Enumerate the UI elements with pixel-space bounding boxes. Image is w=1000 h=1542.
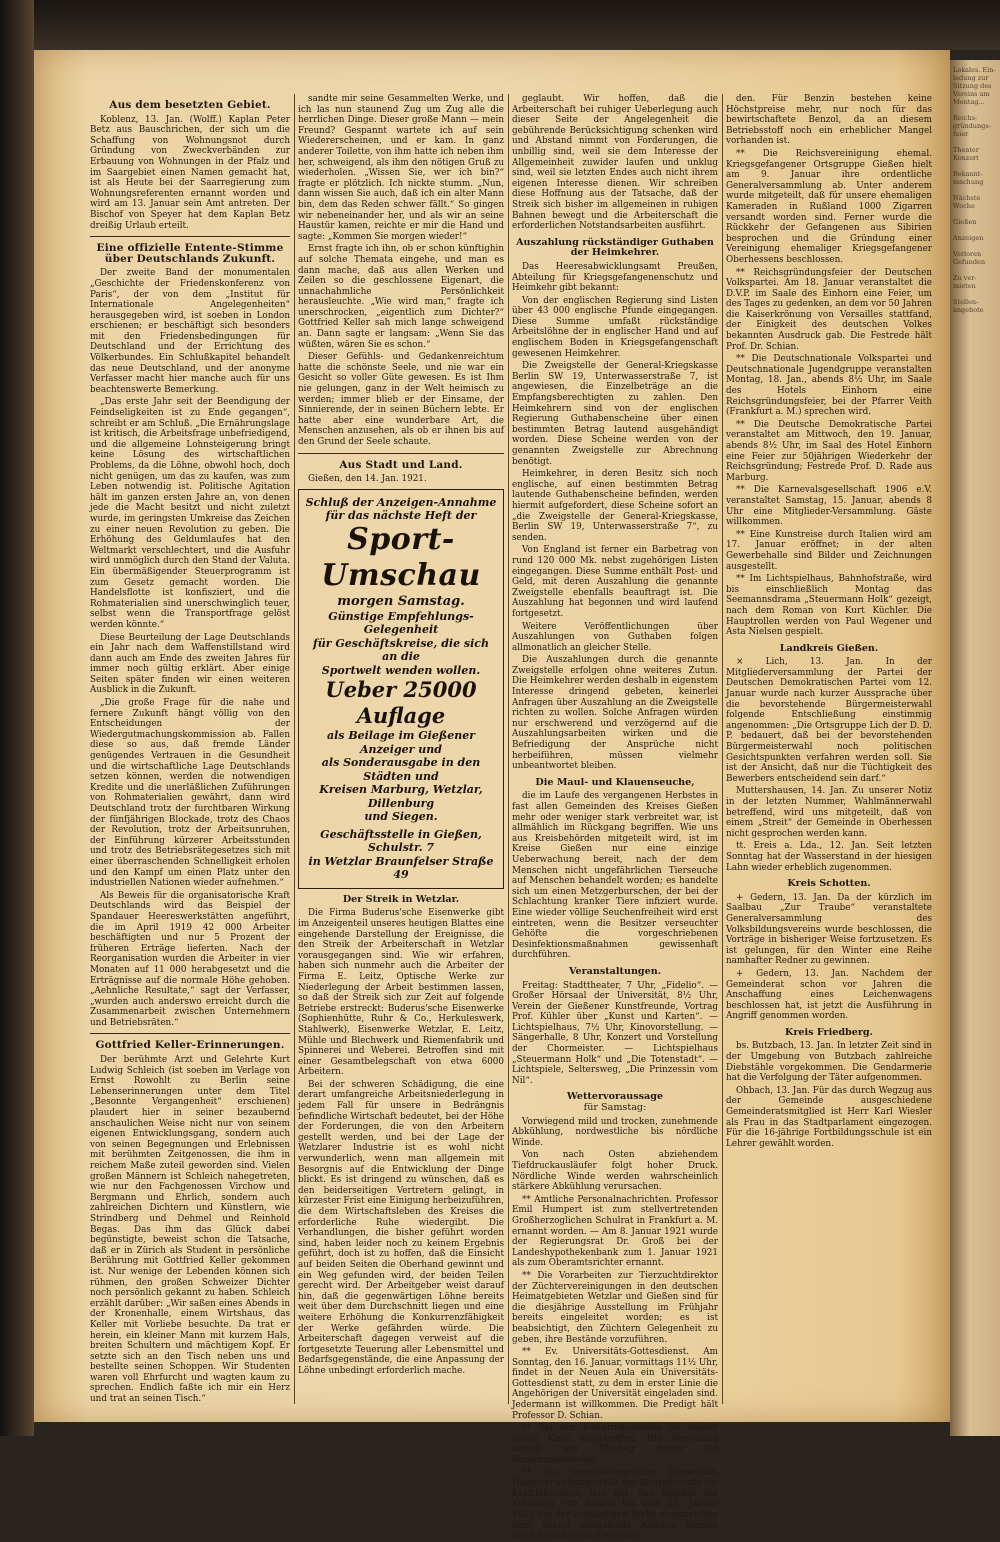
article-text: ** Die Deutsche Demokratische Partei veranstaltet am Mittwoch, den 19. Januar, abends 8½ Uhr, im Saal des Hotel Einhorn eine Feier zur 50jährigen Wiederkehr der Reichsgründung; Festrede Prof. D. Rade aus Marburg. [726,419,932,483]
ad-address: in Wetzlar Braunfelser Straße 49 [308,854,494,882]
headline-entente-stimme: Eine offizielle Entente-Stimme über Deutschlands Zukunft. [96,242,284,265]
article-text: geglaubt. Wir hoffen, daß die Arbeiterschaft bei ruhiger Ueberlegung auch dieser Seite der Angelegenheit die gebührende Berücksichtigung schenken wird und Abstand nimmt von Forderungen, die unbillig sind, weil sie dem Interesse der Allgemeinheit zuwider laufen und unklug sind, weil sie letzten Endes auch nicht ihrem eigenen Interesse dienen. Wir schreiben diese Hoffnung aus der Tatsache, daß der Streik sich bisher im allgemeinen in ruhigen Bahnen bewegt und die Arbeiterschaft die erforderlichen Notstandsarbeiten ausführt. [512,94,718,232]
article-text: Bei der schweren Schädigung, die eine derart umfangreiche Arbeitsniederlegung in jedem Fall für unsere in Bedrängnis befindliche Wirtschaft bedeutet, bei der Höhe der Forderungen, die von den Arbeitern gestellt werden, und bei der Lage der Wetzlarer Industrie ist es wohl nicht verwunderlich, wenn man allgemein mit Besorgnis auf die Entwicklung der Dinge blickt. Es ist dringend zu wünschen, daß es den beiderseitigen Vertretern gelingt, in kürzester Frist eine Einigung herbeizuführen, die dem Wirtschaftsleben des Kreises die erforderliche Ruhe wiedergibt. Die Verhandlungen, die bisher geführt worden sind, haben leider noch zu keinem Ergebnis geführt, doch ist zu hoffen, daß die Einsicht auf beiden Seiten die Oberhand gewinnt und ein Weg gefunden wird, der beiden Teilen gerecht wird. Der Arbeitgeber weist darauf hin, daß die gegenwärtigen Löhne bereits weit über dem Durchschnitt liegen und eine weitere Erhöhung die Konkurrenzfähigkeit der Werke gefährden würde. Die Arbeiterschaft dagegen verweist auf die fortgesetzte Teuerung aller Lebensmittel und Bedarfsgegenstände, die eine Anpassung der Löhne unbedingt erforderlich mache. [298,1079,504,1376]
headline-veranstaltungen: Veranstaltungen. [568,965,662,977]
ad-line: Schluß der Anzeigen-Annahme [305,495,497,509]
article-text: „Das erste Jahr seit der Beendigung der Feindseligkeiten ist zu Ende gegangen“, schreibt er am Schluß. „Die Ernährungslage ist kritisch, die Arbeitsfrage unbefriedigend, und die allgemeine Lohnsteigerung bringt keine Lösung des wirtschaftlichen Problems, da die Löhne, obwohl hoch, doch nicht genügen, um das zu kaufen, was zum Leben notwendig ist. Politische Agitation hält im ganzen ersten Jahre an, von denen jede die Macht besitzt und nicht zuletzt wurde, im geringsten Umkreise das Zeichen zu einer neuen Revolution zu geben. Die Erhöhung des Geldumlaufes hat den Weltmarkt verschlechtert, und die Ausfuhr wird unmöglich durch den Stand der Valuta. Ein übermäßigender Steuerprogramm ist zum Gesetz gemacht worden. Die Handelsflotte ist konfisziert, und die Rohmaterialien sind unerschwinglich teuer, selbst wenn die Transportfrage gelöst werden könnte.“ [90,397,290,630]
article-text: ** Die Karnevalsgesellschaft 1906 e.V. veranstaltet Samstag, 15. Januar, abends 8 Uhr eine Mitglieder-Versammlung. Gäste willkommen. [726,485,932,528]
article-text: ** Die Vorarbeiten zur Tierzuchtdirektor der Züchtervereinigungen in den deutschen Heimatgebieten Wetzlar und Gießen sind für die diesjährige Ausstellung im Frühjahr bereits eingeleitet worden; es ist beabsichtigt, den Züchtern Gelegenheit zu geben, ihre Bestände vorzuführen. [512,1270,718,1345]
article-text: ** Bei der Futtermittelstelle ist wieder etwas Kleie eingetroffen. Die Verteilung erfolgt am Montag durch die Bürgermeistereien. [512,1423,718,1466]
column-3 [512,94,718,1542]
article-text: den. Für Benzin bestehen keine Höchstpreise mehr, nur noch für das bewirtschaftete Benzol, da an diesem Betriebsstoff noch ein erheblicher Mangel vorhanden ist. [726,94,932,147]
ad-line: für Geschäftskreise, die sich an die [313,636,489,664]
headline-streik-wetzlar: Der Streik in Wetzlar. [342,893,460,905]
article-text: ** Eine Kunstreise durch Italien wird am 17. Januar eröffnet; in der alten Gewerbehalle sind Bilder und Zeichnungen ausgestellt. [726,529,932,572]
article-text: Der berühmte Arzt und Gelehrte Kurt Ludwig Schleich (ist soeben im Verlage von Ernst Rowohlt zu Berlin seine Lebenserinnerungen unter dem Titel „Besonnte Vergangenheit“ erschienen) plaudert hier in seiner bezaubernd anschaulichen Weise nicht nur von seinem eigenen Entwicklungsgang, sondern auch von seinen Begegnungen und Erlebnissen mit berühmten Zeitgenossen, die ihm in reichem Maße zuteil geworden sind. Vielen großen Männern ist Schleich nahegetreten, wie nur den Fachgenossen Virchow und Bergmann und Ehrlich, sondern auch zahlreichen Dichtern und Künstlern, wie Strindberg und Dehmel und Reinhold Begas. Das ihm das Glück dabei begünstigte, beweist schon die Tatsache, daß er in Zürich als Student in persönliche Berührung mit Gottfried Keller gekommen ist. Nur wenige der Lebenden können sich rühmen, den großen Schweizer Dichter noch persönlich gekannt zu haben. Schleich erzählt darüber: „Wir saßen eines Abends in der Kronenhalle, einem Wirtshaus, das Keller mit Vorliebe besuchte. Da trat er herein, ein kleiner Mann mit kurzem Hals, breiten Schultern und mächtigem Kopf. Er setzte sich an den Tisch neben uns und bestellte seinen Schoppen. Wir Studenten waren voll Ehrfurcht und wagten kaum zu sprechen. Endlich faßte ich mir ein Herz und trat an seinen Tisch.“ [90,1055,290,1405]
dateline: Gießen, den 14. Jan. 1921. [308,474,427,485]
article-text: ** Die Gewerbeinspektion Darmstadt. Hauptverwaltungsstelle der Betriebsstoffe für Kraftfahrzeuge, teilt mit, daß Anträge auf Zuteilung von Benzin bis zum 22. Januar 1921 bei der zuständigen Stelle einzureichen sind; später eingehende Anträge können nicht berücksichtigt werden. [512,1467,718,1542]
headline-stadt-und-land: Aus Stadt und Land. [339,458,463,471]
article-text: tt. Ereis a. Lda., 12. Jan. Seit letzten Sonntag hat der Wasserstand in der hiesigen Lahn wieder erheblich zugenommen. [726,841,932,873]
article-text: × Lich, 13. Jan. In der Mitgliederversammlung der Partei der Deutschen Demokratischen Partei vom 12. Januar wurde nach kurzer Aussprache über die bevorstehende Bürgermeisterwahl folgende Entschließung einstimmig angenommen: „Die Ortsgruppe Lich der D. D. P. bedauert, daß bei der bevorstehenden Bürgermeisterwahl noch politischen Gesichtspunkten verfahren werden soll. Sie ist der Ansicht, daß nur die Tüchtigkeit des Bewerbers entscheidend sein darf.“ [726,657,932,784]
column-separator [722,94,723,1404]
article-text: Von der englischen Regierung sind Listen über 43 000 englische Pfunde eingegangen. Diese Summe umfaßt rückständige Arbeitslöhne der in englischer Hand und auf englischem Boden in Kriegsgefangenschaft gewesenen Heimkehrer. [512,295,718,359]
article-text: Vorwiegend mild und trocken, zunehmende Abkühlung, nordwestliche bis nördliche Winde. [512,1116,718,1148]
ad-line: morgen Samstag. [337,593,465,609]
article-text: Als Beweis für die organisatorische Kraft Deutschlands wird das Beispiel der Spandauer Heereswerkstätten angeführt, die im April 1919 42 000 Arbeiter beschäftigten und nur 5 Prozent der früheren Erträge lieferten. Nach der Reorganisation wurden die Arbeiter in vier Monaten auf 11 000 herabgesetzt und die Erträgnisse auf die normale Höhe gehoben. „Aehnliche Resultate,“ sagt der Verfasser, „wurden auch anderswo erreicht durch die Zusammenarbeit zwischen Unternehmern und Betriebsräten.“ [90,890,290,1028]
article-text: ** Ev. Universitäts-Gottesdienst. Am Sonntag, den 16. Januar, vormittags 11½ Uhr, findet in der Neuen Aula ein Universitäts-Gottesdienst statt, zu dem in erster Linie die Angehörigen der Universität eingeladen sind. Jedermann ist willkommen. Die Predigt hält Professor D. Schian. [512,1347,718,1421]
headline-kreis-friedberg: Kreis Friedberg. [785,1026,873,1038]
headline-besetztes-gebiet: Aus dem besetzten Gebiet. [109,99,271,111]
article-text: Weitere Veröffentlichungen über Auszahlungen von Guthaben folgen allmonatlich an gleicher Stelle. [512,621,718,653]
ad-title: Sport-Umschau [321,521,481,593]
article-text: ** Amtliche Personalnachrichten. Professor Emil Humpert ist zum stellvertretenden Großherzoglichen Schulrat in Frankfurt a. M. ernannt worden. — Am 8. Januar 1921 wurde der Regierungsrat Dr. Groß bei der Landeshypothekenbank zum 1. Januar 1921 als zum Oberamtsrichter ernannt. [512,1194,718,1269]
article-text: Dieser Gefühls- und Gedankenreichtum hatte die schönste Seele, und nie war ein Gesicht so voller Güte gewesen. Es ist Ihm nie gelungen, ganz in der Welt heimisch zu werden; immer blieb er der Einsame, der Sinnierende, der in seinen Büchern lebte. Er hatte aber eine wunderbare Art, die Menschen anzusehen, als ob er ihnen bis auf den Grund der Seele schaute. [298,352,504,447]
ad-line: und Siegen. [364,810,438,824]
column-separator [294,94,295,1404]
article-text: Freitag: Stadttheater, 7 Uhr, „Fidelio“. — Großer Hörsaal der Universität, 8½ Uhr, Verein der Gießener Kunstfreunde, Vortrag Prof. Kühler über „Kunst und Karten“. — Lichtspielhaus, 7½ Uhr, Kinovorstellung. — Sängerhalle, 8 Uhr, Konzert und Vorstellung der Chormeister. — Lichtspielhaus „Steuermann Holk“ und „Die Totenstadt“. — Lichtspiele, Seltersweg, „Die Prinzessin vom Nil“. [512,980,718,1086]
ad-line: als Sonderausgabe in den Städten und [321,756,481,783]
headline-wettervoraussage: Wettervoraussage [566,1091,664,1103]
newspaper-page [34,50,950,1542]
ad-line: als Beilage im Gießener Anzeiger und [327,729,475,756]
headline-keller-erinnerungen: Gottfried Keller-Erinnerungen. [95,1039,285,1052]
article-text: Koblenz, 13. Jan. (Wolff.) Kaplan Peter Betz aus Bauschrichen, der sich um die Schaffung von Wohnungsnot durch Gründung von Zweckverbänden zur Erbauung von Wohnungen in der Pfalz und im Saargebiet einen Namen gemacht hat, ist als Heute bei der Saarregierung zum Wohnungsreferenten ernannt worden und wird am 13. Januar sein Amt antreten. Der Bischof von Speyer hat dem Kaplan Betz dreißig Urlaub erteilt. [90,114,290,231]
article-text: Heimkehrer, in deren Besitz sich noch englische, auf einen bestimmten Betrag lautende Guthabenscheine befinden, werden hiermit aufgefordert, diese Scheine sofort an „die Zweigstelle der General-Kriegskasse, Berlin SW 19, Unterwasserstraße 7“, zu senden. [512,469,718,543]
article-text: ** Die Deutschnationale Volkspartei und Deutschnationale Jugendgruppe veranstalten Montag, 18. Jan., abends 8½ Uhr, im Saale des Hotels Einhorn eine Reichsgründungsfeier, bei der Pfarrer Veith (Frankfurt a. M.) sprechen wird. [726,354,932,418]
adjacent-page-edge [950,60,1000,1436]
article-text: Der zweite Band der monumentalen „Geschichte der Friedenskonferenz von Paris“, der von dem „Institut für Internationale Angelegenheiten“ herausgegeben wird, ist soeben in London erschienen; er beschäftigt sich besonders mit den Friedensbedingungen für Deutschland und der Errichtung des Völkerbundes. Ein Schlußkapitel behandelt das neue Deutschland, und der anonyme Verfasser macht hier manche auch für uns beachtenswerte Bemerkung. [90,268,290,395]
article-text: ** Reichsgründungsfeier der Deutschen Volkspartei. Am 18. Januar veranstaltet die D.V.P. im Saale des Einhorn eine Feier, um des Tages zu gedenken, an dem vor 50 Jahren die Kaiserkrönung von Versailles stattfand, der Einigkeit des deutschen Volkes bekannten Ausdruck gab. Die Festrede hält Prof. Dr. Schian. [726,267,932,352]
divider [298,453,504,454]
article-text: sandte mir seine Gesammelten Werke, und ich las nun staunend Zug um Zug alle die herrlichen Dinge. Dieser große Mann — mein Freund? Gespannt wartete ich auf sein Wiedererscheinen, und er kam. In ganz anderer Toilette, von ihm hatte ich neben ihm her, schweigend, als ihm den nötigen Gruß zu wiederholen. „Wissen Sie, wer ich bin?“ fragte er plötzlich. Ich nickte stumm. „Nun, dann wissen Sie auch, daß ich ein alter Mann bin, dem das Reden schwer fällt.“ So gingen wir nebeneinander her, und als wir an seine Haustür kamen, reichte er mir die Hand und sagte: „Kommen Sie morgen wieder!“ [298,94,504,242]
article-text: Die Auszahlungen durch die genannte Zweigstelle erfolgen ohne weiteres Zutun. Die Heimkehrer werden deshalb in eigenstem Interesse dringend gebeten, keinerlei Anfragen über Auszahlung an die Zweigstelle richten zu wollen. Solche Anfragen würden nur erschwerend und verzögernd auf die Auszahlungsarbeiten wirken und die Befriedigung der Ansprüche nicht herbeiführen, müssen vielmehr unbeantwortet bleiben. [512,655,718,772]
article-text: Muttershausen, 14. Jan. Zu unserer Notiz in der letzten Nummer, Wahlmännerwahl betreffend, wird uns mitgeteilt, daß von einem „Streit“ der Gemeinde in Oberhessen nicht gesprochen werden kann. [726,786,932,839]
article-text: Die Firma Buderus'sche Eisenwerke gibt im Anzeigenteil unseres heutigen Blattes eine eingehende Darstellung der Ereignisse, die den Streik der Arbeiterschaft in Wetzlar vorausgegangen sind. Wie wir erfahren, haben sich nunmehr auch die Arbeiter der Firma E. Leitz, Optische Werke zur Niederlegung der Arbeit bestimmen lassen, so daß der Streik sich zur Zeit auf folgende Betriebe erstreckt: Buderus'sche Eisenwerke (Sophienhütte, Ruhr & Co., Herkuleswerk, Stahlwerk), Eisenwerke Wetzlar, E. Leitz, Mühle und Blechwerk und Riemenfabrik und Spinnerei und Weberei. Betroffen sind mit einer Gesamtbelegschaft von etwa 6000 Arbeitern. [298,908,504,1078]
article-text: Ernst fragte ich ihn, ob er schon künftighin auf solche Themata eingehe, und man es dann mache, daß aus allen Werken und Zeilen so die geschlossene Eigenart, die unnachahmliche Persönlichkeit herausleuchte. „Wie wird man,“ fragte ich unerschrocken, „eigentlich zum Dichter?“ Gottfried Keller sah mich lange schweigend an. Dann sagte er langsam: „Wenn Sie das wüßten, wären Sie es schon.“ [298,244,504,350]
column-1 [90,94,290,1414]
column-4 [726,94,932,1414]
article-text: Das Heeresabwicklungsamt Preußen, Abteilung für Kriegsgefangenenschutz und Heimkehr gibt bekannt: [512,261,718,294]
headline-landkreis-giessen: Landkreis Gießen. [779,642,879,654]
subheadline-samstag: für Samstag: [583,1102,647,1114]
article-text: die im Laufe des vergangenen Herbstes in fast allen Gemeinden des Kreises Gießen mehr oder weniger stark verbreitet war, ist allmählich im Rückgang begriffen. Wie uns aus Kreisbehörden mitgeteilt wird, ist im Kreise Gießen nur eine einzige Ueberwachung bereit, nach der dem Menschen nicht ungefährlichen Tierseuche auf Menschen behandelt worden; es handelte sich um einen Metzgerburschen, der bei der Schlachtung kranker Tiere infiziert wurde. Eine wieder völlige Seuchenfreiheit wird erst eintreten, wenn die Besitzer verseuchter Gehöfte die vorgeschriebenen Desinfektionsmaßnahmen gewissenhaft durchführen. [512,791,718,961]
article-text: Die Zweigstelle der General-Kriegskasse Berlin SW 19, Unterwasserstraße 7, ist angewiesen, die Einzelbeträge an die Empfangsberechtigten zu zahlen. Den Heimkehrern sind von der englischen Regierung Guthabenscheine über einen bestimmten Betrag lautend ausgehändigt worden. Diese Scheine werden von der genannten Zweigstelle zur Abrechnung benötigt. [512,361,718,467]
article-text: bs. Butzbach, 13. Jan. In letzter Zeit sind in der Umgebung von Butzbach zahlreiche Diebstähle vorgekommen. Die Gendarmerie hat die Verfolgung der Täter aufgenommen. [726,1041,932,1084]
ad-address: Geschäftsstelle in Gießen, Schulstr. 7 [320,827,482,855]
column-2 [298,94,504,1414]
article-text: Diese Beurteilung der Lage Deutschlands ein Jahr nach dem Waffenstillstand wird dann auch am Ende des zweiten Jahres für immer noch gültig erklärt. Aber einige Seiten später finden wir einen weiteren Ausblick in die Zukunft. [90,632,290,696]
article-text: + Gedern, 13. Jan. Nachdem der Gemeinderat schon vor Jahren die Anschaffung eines Leichenwagens beschlossen hat, ist jetzt die Ausführung in Angriff genommen worden. [726,968,932,1022]
adjacent-page-text: Lokales. Ein- ladung zur Sitzung des Vereins am Montag... Reichs- gründungs- feier Theater Konzert Bekannt- machung Nächste Woche Gießen Anzeigen Verloren Gefunden Zu ver- mieten Stellen- angebote [953,66,996,314]
headline-kreis-schotten: Kreis Schotten. [787,878,871,890]
headline-auszahlung-guthaben: Auszahlung rückständiger Guthaben der Heimkehrer. [516,236,714,259]
divider [90,236,290,237]
advertisement-sport-umschau [298,489,504,889]
article-text: Von nach Osten abziehendem Tiefdruckausläufer folgt hoher Druck. Nördliche Winde werden wahrscheinlich stärkere Abkühlung verursachen. [512,1150,718,1193]
ad-line: Sportwelt wenden wollen. [321,663,481,677]
ad-line: für das nächste Heft der [325,508,477,522]
book-spine [0,0,34,1436]
headline-maul-klauenseuche: Die Maul- und Klauenseuche, [535,776,695,788]
article-text: ** Im Lichtspielhaus, Bahnhofstraße, wird bis einschließlich Montag das Seemannsdrama „Steuermann Holk“ gezeigt, nach dem Roman von Kurt Küchler. Die Hauptrollen werden von Paul Wegener und Asta Nielsen gespielt. [726,574,932,638]
article-text: + Gedern, 13. Jan. Da der kürzlich im Saalbau „Zur Traube“ veranstaltete Generalversammlung des Volksbildungsvereins wurde beschlossen, die Vorträge in bisheriger Weise fortzusetzen. Es ist gelungen, für den Winter eine Reihe namhafter Redner zu gewinnen. [726,892,932,967]
column-separator [508,94,509,1404]
ad-circulation: Ueber 25000 Auflage [325,677,477,729]
divider [90,1033,290,1034]
article-text: „Die große Frage für die nahe und fernere Zukunft hängt völlig von den Entscheidungen der Wiedergutmachungskommission ab. Fallen diese so aus, daß fremde Länder genügendes Vertrauen in die Gesundheit und die wirtschaftliche Lage Deutschlands setzen können, werden die notwendigen Kredite und die unerläßlichen Zuführungen von Rohmaterialien gewährt, dann wird Deutschland trotz der furchtbaren Wirkung der fünfjährigen Blockade, trotz des Chaos der Revolution, trotz der Arbeitsunruhen, der Einführung kürzerer Arbeitsstunden und trotz des Betriebsrätegesetzes sich mit einer überraschenden Schnelligkeit erholen und den Kampf um einen Platz unter den industriellen Nationen wieder aufnehmen.“ [90,698,290,889]
ad-line: Kreisen Marburg, Wetzlar, Dillenburg [319,783,483,810]
article-text: Von England ist ferner ein Barbetrag von rund 120 000 Mk. nebst zugehörigen Listen eingegangen. Diese Summe enthält Post- und Geld, mit deren Auszahlung die genannte Zweigstelle ebenfalls beauftragt ist. Die Auszahlung hat begonnen und wird laufend fortgesetzt. [512,545,718,619]
book-top-edge [34,0,1000,50]
ad-line: Günstige Empfehlungs-Gelegenheit [328,609,474,637]
article-text: ** Die Reichsvereinigung ehemal. Kriegsgefangener Ortsgruppe Gießen hielt am 9. Januar ihre ordentliche Generalversammlung ab. Unter anderem wurde mitgeteilt, daß für unsere ehemaligen Kameraden in Rußland 1000 Zigarren versandt worden sind. Ferner wurde die Rückkehr der Gefangenen aus Sibirien besprochen und die Gründung einer Vereinigung ehemaliger Kriegsgefangener Oberhessens beschlossen. [726,148,932,265]
article-text: Ohbach, 13. Jan. Für das durch Wegzug aus der Gemeinde ausgeschiedene Gemeinderatsmitglied ist Herr Karl Wiesler als Frau in das Stadtparlament eingezogen. Für die 16-jährige Fortbildungsschule ist ein Lehrer gewählt worden. [726,1085,932,1149]
